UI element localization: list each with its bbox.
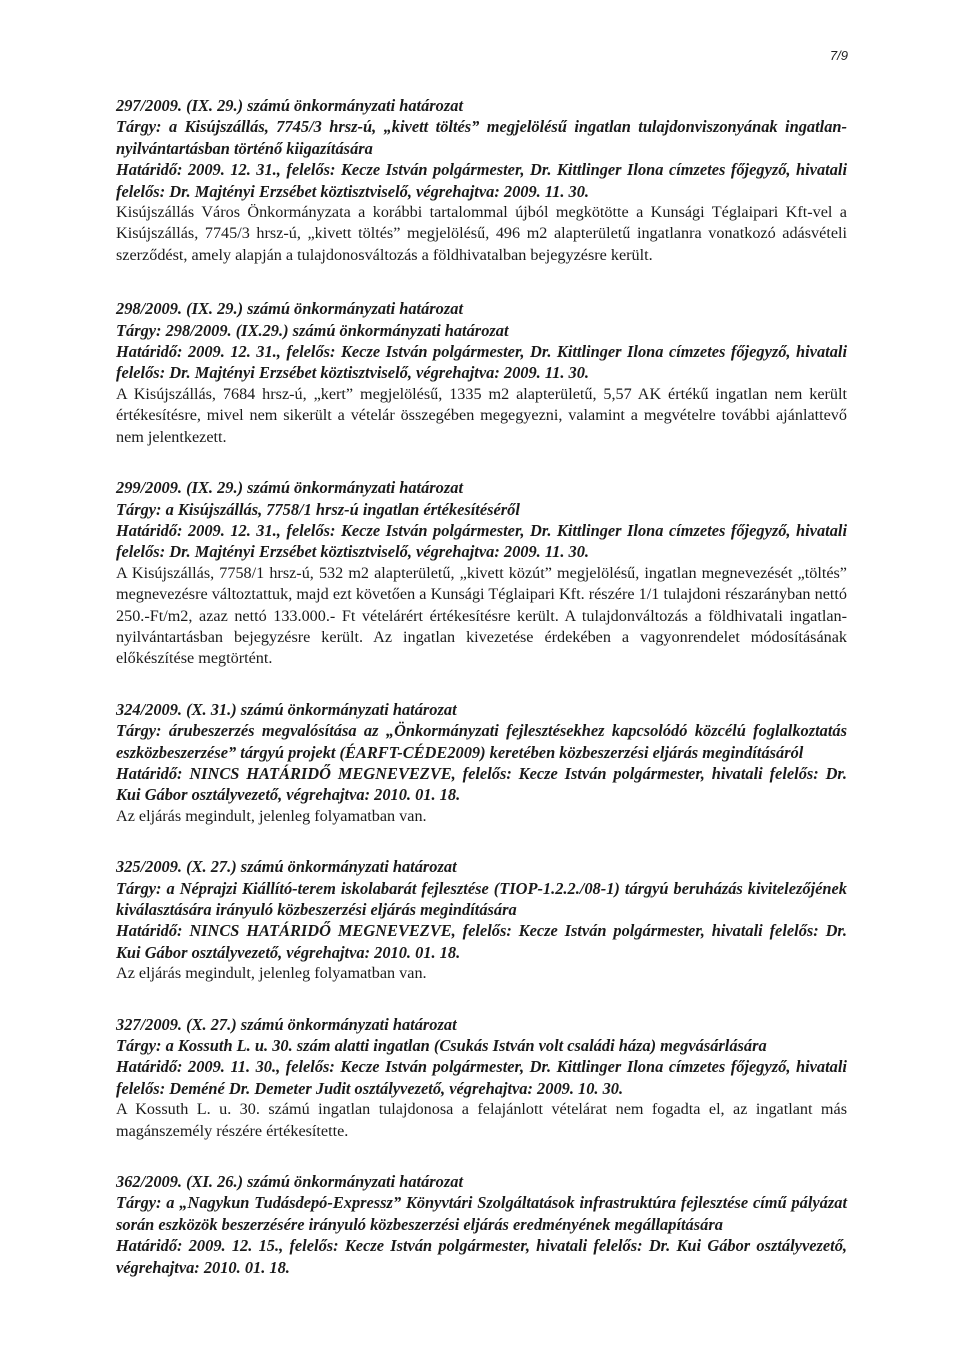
- resolution-deadline: Határidő: 2009. 12. 31., felelős: Kecze István polgármester, Dr. Kittlinger Ilona címzetes főjegyző, hivatali felelős: Dr. Majtényi Erzsébet köztisztviselő, végrehajtva: 2009. 11. 30.: [116, 520, 847, 562]
- page-number: 7/9: [829, 48, 848, 63]
- resolution-title: 327/2009. (X. 27.) számú önkormányzati határozat: [116, 1014, 457, 1034]
- resolution-deadline: Határidő: 2009. 12. 31., felelős: Kecze István polgármester, Dr. Kittlinger Ilona címzetes főjegyző, hivatali felelős: Dr. Majtényi Erzsébet köztisztviselő, végrehajtva: 2009. 11. 30.: [116, 342, 847, 383]
- resolution-title: 299/2009. (IX. 29.) számú önkormányzati határozat: [116, 478, 463, 498]
- resolution-title: 324/2009. (X. 31.) számú önkormányzati határozat: [116, 699, 457, 719]
- resolution-324: [116, 699, 847, 827]
- resolution-subject: Tárgy: a „Nagykun Tudásdepó-Expressz” Könyvtári Szolgáltatások infrastruktúra fejlesztése című pályázat során eszközök beszerzésére irányuló közbeszerzési eljárás eredményének megállapítására: [116, 1193, 847, 1234]
- resolution-title: 298/2009. (IX. 29.) számú önkormányzati határozat: [116, 299, 463, 319]
- resolution-subject: Tárgy: a Kisújszállás, 7745/3 hrsz-ú, „kivett töltés” megjelölésű ingatlan tulajdonviszonyának ingatlan-nyilvántartásban történő kiigazítására: [116, 117, 847, 158]
- resolution-subject: Tárgy: a Kisújszállás, 7758/1 hrsz-ú ingatlan értékesítéséről: [116, 499, 520, 519]
- resolution-title: 362/2009. (XI. 26.) számú önkormányzati határozat: [116, 1172, 463, 1192]
- resolution-deadline: Határidő: NINCS HATÁRIDŐ MEGNEVEZVE, felelős: Kecze István polgármester, hivatali felelős: Dr. Kui Gábor osztályvezető, végrehajtva: 2010. 01. 18.: [116, 763, 847, 805]
- resolution-body: A Kossuth L. u. 30. számú ingatlan tulajdonosa a felajánlott vételárat nem fogadta el, az ingatlant más magánszemély részére értékesítette.: [116, 1100, 847, 1140]
- resolution-subject: Tárgy: a Kossuth L. u. 30. szám alatti ingatlan (Csukás István volt családi háza) megvásárlására: [116, 1036, 767, 1056]
- resolution-deadline: Határidő: NINCS HATÁRIDŐ MEGNEVEZVE, felelős: Kecze István polgármester, hivatali felelős: Dr. Kui Gábor osztályvezető, végrehajtva: 2010. 01. 18.: [116, 921, 847, 962]
- resolution-subject: Tárgy: árubeszerzés megvalósítása az „Önkormányzati fejlesztésekhez kapcsolódó közcélú foglalkoztatás eszközbeszerzése” tárgyú projekt (ÉARFT-CÉDE2009) keretében közbeszerzési eljárás megindításáról: [116, 721, 847, 762]
- resolution-298: [116, 298, 847, 448]
- resolution-297: [116, 95, 847, 266]
- resolution-subject: Tárgy: 298/2009. (IX.29.) számú önkormányzati határozat: [116, 320, 509, 340]
- resolution-327: [116, 1014, 847, 1142]
- document-body: [116, 95, 847, 1307]
- resolution-362: [116, 1171, 847, 1278]
- resolution-body: A Kisújszállás, 7684 hrsz-ú, „kert” megjelölésű, 1335 m2 alapterületű, 5,57 AK értékű ingatlan nem került értékesítésre, mivel nem sikerült a vételár összegében megegyezni, valamint a megvételre további ajánlattevő nem jelentkezett.: [116, 384, 847, 446]
- resolution-body: Kisújszállás Város Önkormányzata a korábbi tartalommal újból megkötötte a Kunsági Téglaipari Kft-vel a Kisújszállás, 7745/3 hrsz-ú, „kivett töltés” megjelölésű, 496 m2 alapterületű ingatlanra vonatkozó adásvételi szerződést, amely alapján a tulajdonosváltozás a földhivatalban bejegyzésre került.: [116, 203, 847, 264]
- resolution-299: [116, 477, 847, 670]
- resolution-title: 297/2009. (IX. 29.) számú önkormányzati határozat: [116, 96, 463, 115]
- resolution-subject: Tárgy: a Néprajzi Kiállító-terem iskolabarát fejlesztése (TIOP-1.2.2./08-1) tárgyú beruházás kivitelezőjének kiválasztására irányuló közbeszerzési eljárás megindítására: [116, 878, 847, 919]
- resolution-deadline: Határidő: 2009. 12. 31., felelős: Kecze István polgármester, Dr. Kittlinger Ilona címzetes főjegyző, hivatali felelős: Dr. Majtényi Erzsébet köztisztviselő, végrehajtva: 2009. 11. 30.: [116, 160, 847, 201]
- resolution-deadline: Határidő: 2009. 11. 30., felelős: Kecze István polgármester, Dr. Kittlinger Ilona címzetes főjegyző, hivatali felelős: Deméné Dr. Demeter Judit osztályvezető, végrehajtva: 2009. 10. 30.: [116, 1057, 847, 1098]
- resolution-body: Az eljárás megindult, jelenleg folyamatban van.: [116, 806, 427, 825]
- resolution-body: Az eljárás megindult, jelenleg folyamatban van.: [116, 964, 427, 983]
- resolution-325: [116, 856, 847, 984]
- resolution-deadline: Határidő: 2009. 12. 15., felelős: Kecze István polgármester, hivatali felelős: Dr. Kui Gábor osztályvezető, végrehajtva: 2010. 01. 18.: [116, 1236, 847, 1277]
- resolution-title: 325/2009. (X. 27.) számú önkormányzati határozat: [116, 857, 457, 877]
- resolution-body: A Kisújszállás, 7758/1 hrsz-ú, 532 m2 alapterületű, „kivett közút” megjelölésű, ingatlan megnevezését „töltés” megnevezésre változtattuk, majd ezt követően a Kunsági Téglaipari Kft. részére 1/1 tulajdoni részarányban nettó 250.-Ft/m2, azaz nettó 133.000.- Ft vételárért értékesítésre került. A tulajdonváltozás a földhivatali ingatlan-nyilvántartásban bejegyzésre került. Az ingatlan kivezetése érdekében a vagyonrendelet módosításának előkészítése megtörtént.: [116, 563, 847, 668]
